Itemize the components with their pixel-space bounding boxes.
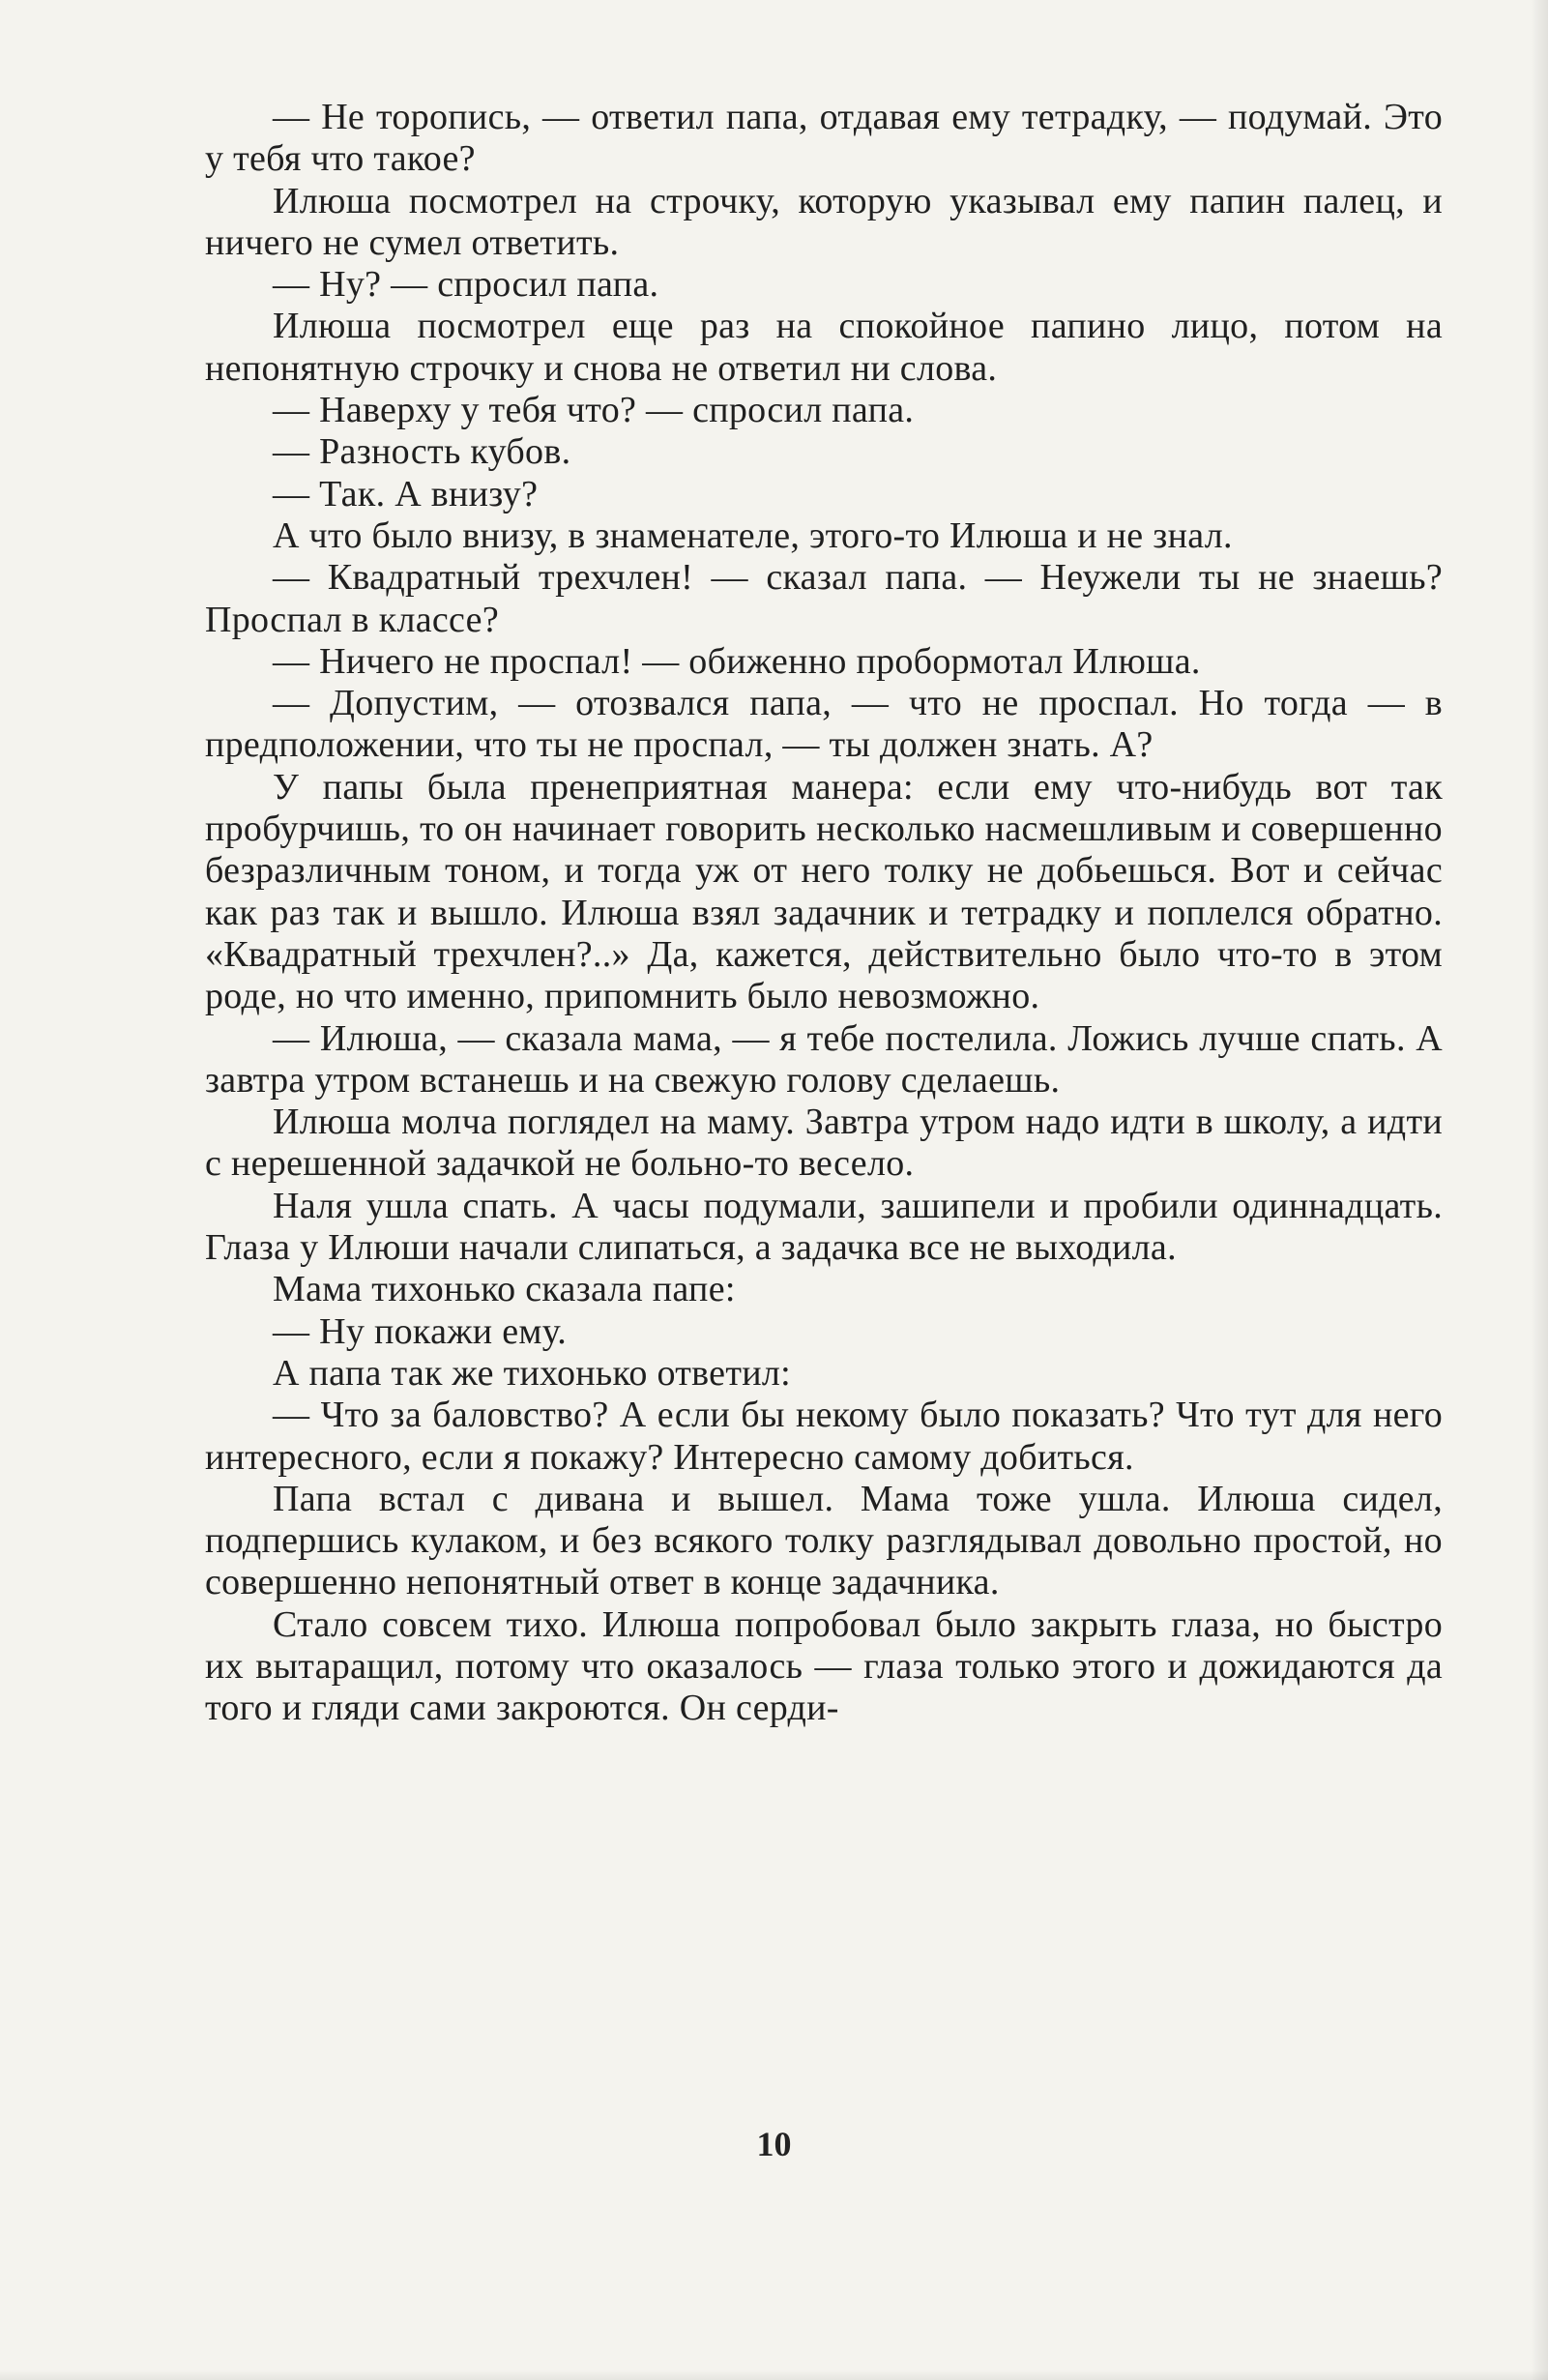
paragraph: — Наверху у тебя что? — спросил папа. <box>273 390 915 431</box>
page-bottom-shadow <box>0 2370 1548 2380</box>
paragraph: — Разность кубов. <box>273 431 571 473</box>
page-edge-shadow <box>1531 0 1548 2380</box>
paragraph: — Не торопись, — ответил папа, отдавая ему тетрадку, — подумай. Это у тебя что такое? <box>205 97 1443 180</box>
paragraph: Наля ушла спать. А часы подумали, зашипели и пробили одиннадцать. Глаза у Илюши начали слипаться, а задачка все не выходила. <box>205 1185 1443 1269</box>
paragraph: У папы была пренеприятная манера: если ему что-нибудь вот так пробурчишь, то он начинает говорить несколько насмешливым и совершенно безразличным тоном, и тогда уж от него толку не добьешься. Вот и сейчас как раз так и вышло. Илюша взял задачник и тетрадку и поплелся обратно. «Квадратный трехчлен?..» Да, кажется, действительно было что-то в этом роде, но что именно, припомнить было невозможно. <box>205 766 1443 1017</box>
paragraph: — Квадратный трехчлен! — сказал папа. — Неужели ты не знаешь? Проспал в классе? <box>205 557 1443 640</box>
page-text <box>205 97 1443 1730</box>
paragraph: — Допустим, — отозвался папа, — что не проспал. Но тогда — в предположении, что ты не проспал, — ты должен знать. А? <box>205 683 1443 766</box>
paragraph: Илюша посмотрел на строчку, которую указывал ему папин палец, и ничего не сумел ответить. <box>205 180 1443 263</box>
paragraph: — Ну покажи ему. <box>273 1310 568 1352</box>
paragraph: Стало совсем тихо. Илюша попробовал было закрыть глаза, но быстро их вытаращил, потому что оказалось — глаза только этого и дожидаются да того и гляди сами закроются. Он серди- <box>205 1603 1443 1729</box>
page-number: 10 <box>756 2125 792 2163</box>
paragraph: Илюша молча поглядел на маму. Завтра утром надо идти в школу, а идти с нерешенной задачкой не больно-то весело. <box>205 1102 1443 1185</box>
paragraph: А что было внизу, в знаменателе, этого-то Илюша и не знал. <box>273 514 1233 556</box>
paragraph: — Ничего не проспал! — обиженно пробормотал Илюша. <box>273 640 1201 682</box>
paragraph: Мама тихонько сказала папе: <box>273 1269 736 1310</box>
paragraph: — Илюша, — сказала мама, — я тебе постелила. Ложись лучше спать. А завтра утром встанешь и на свежую голову сделаешь. <box>205 1017 1443 1101</box>
paragraph: — Ну? — спросил папа. <box>273 264 659 306</box>
paragraph: Папа встал с дивана и вышел. Мама тоже ушла. Илюша сидел, подпершись кулаком, и без всякого толку разглядывал довольно простой, но совершенно непонятный ответ в конце задачника. <box>205 1478 1443 1603</box>
paragraph: Илюша посмотрел еще раз на спокойное папино лицо, потом на непонятную строчку и снова не ответил ни слова. <box>205 306 1443 389</box>
paragraph: — Так. А внизу? <box>273 473 539 514</box>
paragraph: А папа так же тихонько ответил: <box>273 1352 792 1394</box>
paragraph: — Что за баловство? А если бы некому было показать? Что тут для него интересного, если я покажу? Интересно самому добиться. <box>205 1395 1443 1478</box>
